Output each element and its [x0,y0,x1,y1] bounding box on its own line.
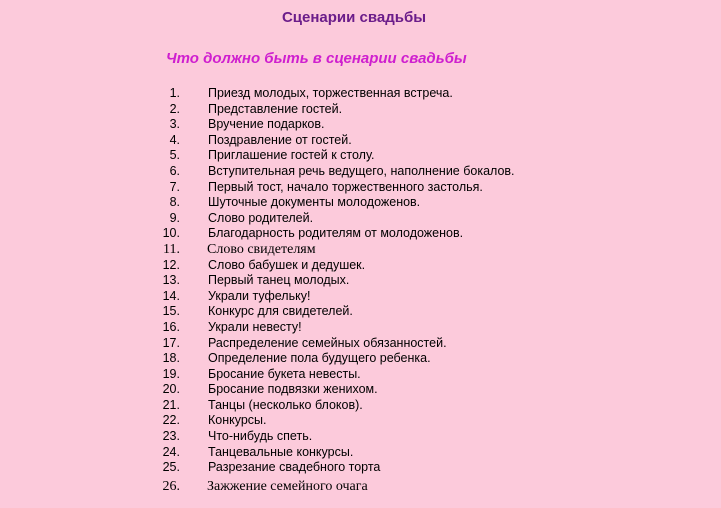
item-text: Слово бабушек и дедушек. [208,257,366,272]
item-number: 15. [162,304,180,319]
item-number: 5. [169,148,180,163]
item-number: 14. [162,288,180,303]
item-number: 11. [163,241,180,257]
item-text: Танцы (несколько блоков). [208,397,363,412]
item-number: 6. [169,163,180,178]
item-text: Украли невесту! [208,319,302,334]
item-number: 18. [162,351,180,366]
item-text: Слово свидетелям [207,241,316,257]
item-text: Благодарность родителям от молодоженов. [208,226,464,241]
item-number: 23. [162,429,180,444]
item-text: Приглашение гостей к столу. [208,148,375,163]
item-text: Конкурсы. [208,413,267,428]
item-text: Танцевальные конкурсы. [208,444,354,459]
item-text: Бросание букета невесты. [208,366,361,381]
item-number: 25. [162,460,180,475]
section-subtitle: Что должно быть в сценарии свадьбы [166,50,467,67]
item-text: Приезд молодых, торжественная встреча. [208,86,453,100]
item-number: 2. [169,101,180,116]
item-number: 8. [169,195,180,210]
item-number: 12. [162,257,180,272]
item-text: Поздравление от гостей. [208,132,352,147]
item-number: 4. [169,132,180,147]
item-number: 9. [169,210,180,225]
item-text: Определение пола будущего ребенка. [208,351,431,366]
item-text: Бросание подвязки женихом. [208,382,378,397]
item-number: 7. [169,179,180,194]
item-number: 16. [162,319,180,334]
item-number: 21. [162,397,180,412]
item-text: Первый танец молодых. [208,273,350,288]
item-number: 20. [162,382,180,397]
item-number: 1. [169,86,180,100]
item-number: 24. [162,444,180,459]
item-text: Слово родителей. [208,210,314,225]
item-number: 26. [162,478,180,494]
item-text: Вручение подарков. [208,117,325,132]
item-number: 22. [162,413,180,428]
item-text: Представление гостей. [208,101,343,116]
item-text: Распределение семейных обязанностей. [208,335,447,350]
item-number: 3. [169,117,180,132]
item-text: Разрезание свадебного торта [208,460,381,475]
item-number: 10. [162,226,180,241]
item-text: Что-нибудь спеть. [208,429,313,444]
item-text: Вступительная речь ведущего, наполнение бокалов. [208,163,515,178]
item-text: Первый тост, начало торжественного застолья. [208,179,483,194]
item-text: Украли туфельку! [208,288,311,303]
item-text: Зажжение семейного очага [207,478,368,494]
page-title: Сценарии свадьбы [281,9,427,26]
item-number: 17. [162,335,180,350]
item-text: Шуточные документы молодоженов. [208,195,421,210]
item-number: 13. [162,273,180,288]
item-number: 19. [162,366,180,381]
item-text: Конкурс для свидетелей. [208,304,353,319]
